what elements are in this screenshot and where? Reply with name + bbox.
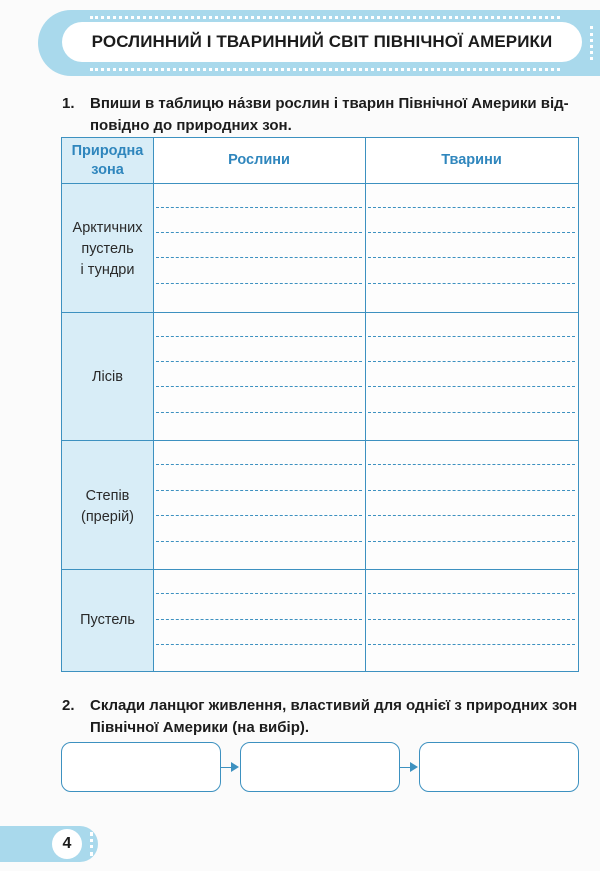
animals-writing-line[interactable] [368, 515, 575, 516]
task-2 [62, 695, 592, 739]
plants-writing-line[interactable] [156, 515, 362, 516]
task-2-number: 2. [62, 697, 75, 714]
animals-writing-line[interactable] [368, 257, 575, 258]
plants-writing-line[interactable] [156, 541, 362, 542]
task-2-line-2: Північної Америки (на вибір). [90, 719, 310, 736]
page-title: РОСЛИННИЙ І ТВАРИННИЙ СВІТ ПІВНІЧНОЇ АМЕРИКИ [91, 32, 553, 51]
divider-row-2 [62, 440, 578, 441]
page-number: 4 [62, 835, 72, 852]
zone-deserts-line-1: Пустель [80, 612, 135, 628]
food-chain-box-1[interactable] [61, 742, 221, 792]
banner-dots-right [590, 26, 593, 60]
plants-writing-line[interactable] [156, 336, 362, 337]
divider-row-1 [62, 312, 578, 313]
divider-header [62, 183, 578, 184]
banner-dots-top [90, 16, 560, 19]
zone-steppes-line-1: Степів [85, 488, 130, 504]
animals-writing-line[interactable] [368, 644, 575, 645]
divider-col-2 [365, 138, 366, 671]
divider-row-3 [62, 569, 578, 570]
animals-writing-line[interactable] [368, 232, 575, 233]
food-chain-box-2[interactable] [240, 742, 400, 792]
task-1-line-1: Впиши в таблицю на́зви рослин і тварин Північної Америки від- [90, 95, 569, 112]
animals-writing-line[interactable] [368, 464, 575, 465]
plants-writing-line[interactable] [156, 593, 362, 594]
plants-writing-line[interactable] [156, 464, 362, 465]
animals-writing-line[interactable] [368, 207, 575, 208]
task-1-number: 1. [62, 95, 75, 112]
plants-writing-line[interactable] [156, 207, 362, 208]
animals-writing-line[interactable] [368, 361, 575, 362]
zone-deserts [62, 610, 153, 631]
zone-arctic-line-1: Арктичних [72, 220, 143, 236]
animals-writing-line[interactable] [368, 490, 575, 491]
zone-forests [62, 367, 153, 388]
header-plants: Рослини [228, 152, 290, 168]
animals-writing-line[interactable] [368, 283, 575, 284]
zone-arctic-line-2: пустель [81, 241, 134, 257]
banner-dots-bottom [90, 68, 560, 71]
zones-table [61, 137, 579, 672]
animals-writing-line[interactable] [368, 619, 575, 620]
zone-forests-line-1: Лісів [92, 369, 123, 385]
task-2-line-1: Склади ланцюг живлення, властивий для однієї з природних зон [90, 697, 578, 714]
zone-steppes-line-2: (прерій) [80, 509, 135, 525]
arrow-right-icon [410, 762, 418, 772]
plants-writing-line[interactable] [156, 490, 362, 491]
task-1-line-2: повідно до природних зон. [90, 117, 292, 134]
plants-writing-line[interactable] [156, 644, 362, 645]
divider-col-1 [153, 138, 154, 671]
zone-steppes [62, 486, 153, 528]
tab-dots [90, 832, 93, 856]
header-zone [62, 142, 153, 180]
plants-writing-line[interactable] [156, 361, 362, 362]
header-zone-line-2: зона [91, 162, 124, 178]
plants-writing-line[interactable] [156, 283, 362, 284]
animals-writing-line[interactable] [368, 386, 575, 387]
zone-arctic-line-3: і тундри [80, 262, 135, 278]
animals-writing-line[interactable] [368, 541, 575, 542]
arrow-right-icon [231, 762, 239, 772]
page-number-tab [0, 826, 98, 862]
food-chain-box-3[interactable] [419, 742, 579, 792]
plants-writing-line[interactable] [156, 619, 362, 620]
task-1 [62, 93, 592, 137]
header-animals: Тварини [441, 152, 502, 168]
animals-writing-line[interactable] [368, 336, 575, 337]
plants-writing-line[interactable] [156, 257, 362, 258]
animals-writing-line[interactable] [368, 593, 575, 594]
animals-writing-line[interactable] [368, 412, 575, 413]
plants-writing-line[interactable] [156, 386, 362, 387]
header-zone-line-1: Природна [71, 143, 144, 159]
zone-arctic [62, 218, 153, 281]
plants-writing-line[interactable] [156, 412, 362, 413]
plants-writing-line[interactable] [156, 232, 362, 233]
